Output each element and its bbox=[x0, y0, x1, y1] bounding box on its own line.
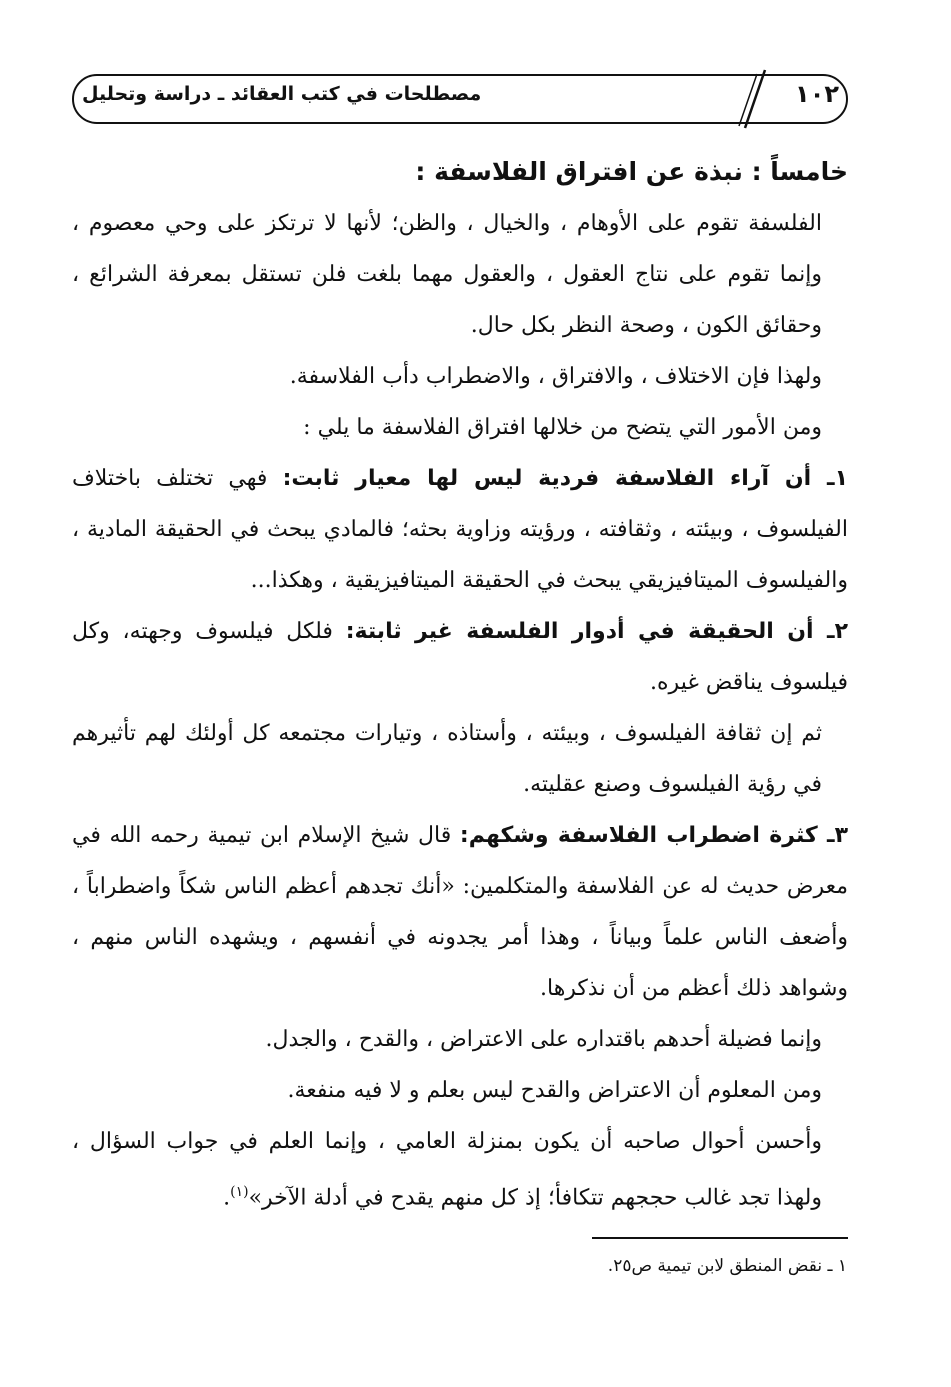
page-number: ١٠٢ bbox=[795, 80, 839, 108]
paragraph-7 bbox=[72, 1116, 848, 1223]
paragraph-1: الفلسفة تقوم على الأوهام ، والخيال ، والظن؛ لأنها لا ترتكز على وحي معصوم ، وإنما تقوم على نتاج العقول ، والعقول مهما بلغت فلن تستقل بمعرفة الشرائع ، وحقائق الكون ، وصحة النظر بكل حال. bbox=[72, 211, 822, 338]
paragraph-3: ومن الأمور التي يتضح من خلالها افتراق الفلاسفة ما يلي : bbox=[303, 415, 822, 440]
paragraph-7-end: . bbox=[223, 1185, 231, 1211]
list-item-3 bbox=[72, 810, 848, 1014]
list-item-2-lead: ٢ـ أن الحقيقة في أدوار الفلسفة غير ثابتة: bbox=[345, 619, 848, 644]
list-item-2 bbox=[72, 606, 848, 708]
paragraph-7-text: وأحسن أحوال صاحبه أن يكون بمنزلة العامي ، وإنما العلم في جواب السؤال ، ولهذا تجد غالب حججهم تتكافأ؛ إذ كل منهم يقدح في أدلة الآخر» bbox=[72, 1129, 822, 1211]
paragraph-4: ثم إن ثقافة الفيلسوف ، وبيئته ، وأستاذه ، وتيارات مجتمعه كل أولئك لهم تأثيرهم في رؤية الفيلسوف وصنع عقليته. bbox=[72, 721, 822, 797]
section-heading: خامساً : نبذة عن افتراق الفلاسفة : bbox=[415, 157, 848, 186]
list-item-1-lead: ١ـ أن آراء الفلاسفة فردية ليس لها معيار ثابت: bbox=[282, 466, 848, 491]
list-item-3-lead: ٣ـ كثرة اضطراب الفلاسفة وشكهم: bbox=[459, 823, 848, 848]
list-item-1-text: فهي تختلف باختلاف الفيلسوف ، وبيئته ، وثقافته ، ورؤيته وزاوية بحثه؛ فالمادي يبحث في الحقيقة المادية ، والفيلسوف الميتافيزيقي يبحث في الحقيقة الميتافيزيقية ، وهكذا... bbox=[72, 466, 848, 593]
footnote: ١ ـ نقض المنطق لابن تيمية ص٢٥. bbox=[607, 1256, 847, 1276]
header-slash-ornament bbox=[735, 68, 775, 130]
paragraph-5: وإنما فضيلة أحدهم باقتداره على الاعتراض ، والقدح ، والجدل. bbox=[265, 1027, 822, 1052]
running-title: مصطلحات في كتب العقائد ـ دراسة وتحليل bbox=[82, 83, 482, 105]
paragraph-6: ومن المعلوم أن الاعتراض والقدح ليس بعلم و لا فيه منفعة. bbox=[287, 1078, 822, 1103]
paragraph-2: ولهذا فإن الاختلاف ، والافتراق ، والاضطراب دأب الفلاسفة. bbox=[289, 364, 822, 389]
main-content bbox=[72, 146, 848, 1223]
footnote-reference: (١) bbox=[230, 1184, 249, 1200]
footnote-separator bbox=[592, 1237, 848, 1239]
list-item-1 bbox=[72, 453, 848, 606]
list-item-2-text: فلكل فيلسوف وجهته، وكل فيلسوف يناقض غيره. bbox=[72, 619, 848, 695]
list-item-3-text: قال شيخ الإسلام ابن تيمية رحمه الله في معرض حديث له عن الفلاسفة والمتكلمين: «أنك تجدهم أعظم الناس شكاً واضطراباً ، وأضعف الناس علماً وبياناً ، وهذا أمر يجدونه في أنفسهم ، ويشهده الناس منهم ، وشواهد ذلك أعظم من أن نذكرها. bbox=[72, 823, 848, 1001]
